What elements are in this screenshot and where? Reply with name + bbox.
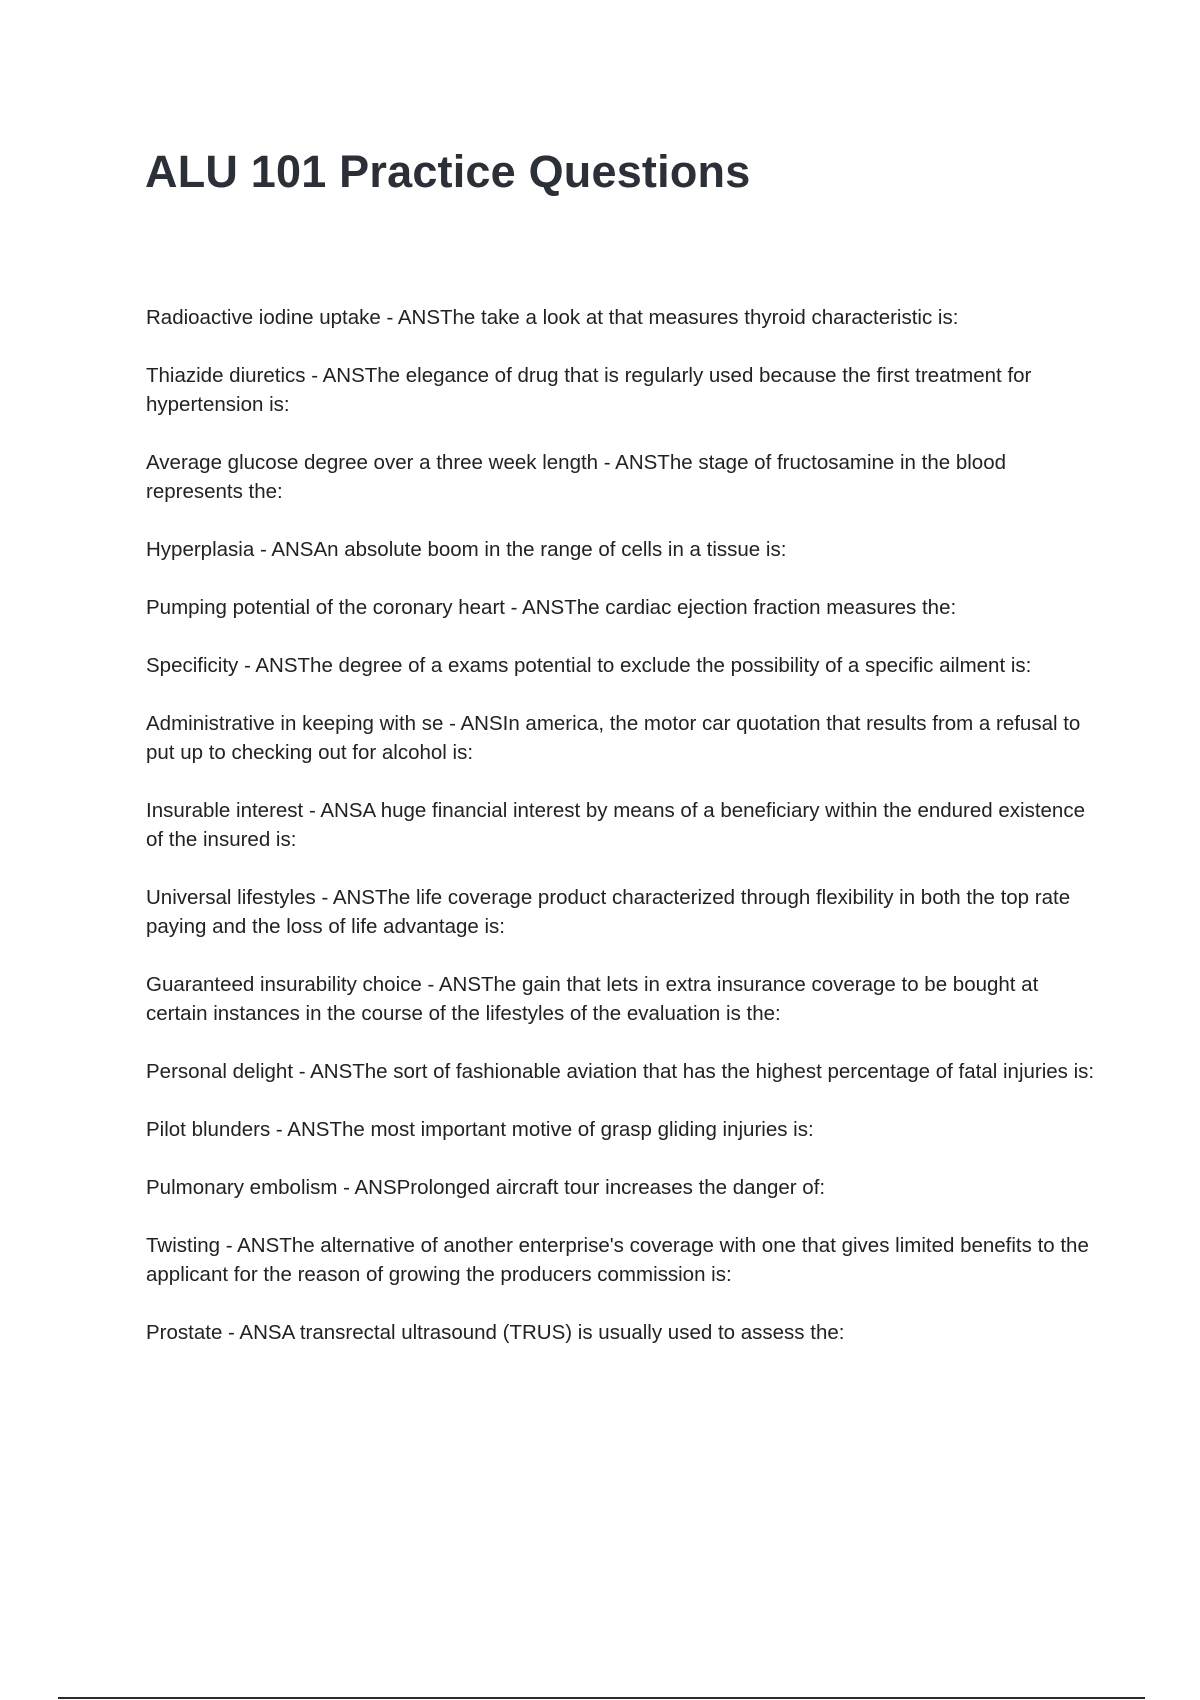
question-item: Universal lifestyles - ANSThe life coverage product characterized through flexibility in both the top rate paying and the loss of life advantage is: [146,886,1071,938]
question-item: Guaranteed insurability choice - ANSThe gain that lets in extra insurance coverage to be bought at certain instances in the course of the lifestyles of the evaluation is the: [146,973,1039,1025]
question-item: Twisting - ANSThe alternative of another enterprise's coverage with one that gives limited benefits to the applicant for the reason of growing the producers commission is: [146,1234,1089,1286]
question-list [146,303,1096,1376]
question-item: Pulmonary embolism - ANSProlonged aircraft tour increases the danger of: [146,1176,826,1199]
question-item: Administrative in keeping with se - ANSIn america, the motor car quotation that results from a refusal to put up to checking out for alcohol is: [146,712,1081,764]
question-item: Hyperplasia - ANSAn absolute boom in the range of cells in a tissue is: [146,538,787,561]
question-item: Prostate - ANSA transrectal ultrasound (TRUS) is usually used to assess the: [146,1321,845,1344]
question-item: Pumping potential of the coronary heart - ANSThe cardiac ejection fraction measures the: [146,596,957,619]
question-item: Thiazide diuretics - ANSThe elegance of drug that is regularly used because the first treatment for hypertension is: [146,364,1032,416]
question-item: Insurable interest - ANSA huge financial interest by means of a beneficiary within the endured existence of the insured is: [146,799,1085,851]
question-item: Radioactive iodine uptake - ANSThe take a look at that measures thyroid characteristic is: [146,306,959,329]
question-item: Personal delight - ANSThe sort of fashionable aviation that has the highest percentage of fatal injuries is: [146,1060,1095,1083]
question-item: Average glucose degree over a three week length - ANSThe stage of fructosamine in the blood represents the: [146,451,1007,503]
document-title: ALU 101 Practice Questions [145,146,751,197]
footer-divider [58,1697,1145,1699]
question-item: Specificity - ANSThe degree of a exams potential to exclude the possibility of a specific ailment is: [146,654,1032,677]
question-item: Pilot blunders - ANSThe most important motive of grasp gliding injuries is: [146,1118,814,1141]
